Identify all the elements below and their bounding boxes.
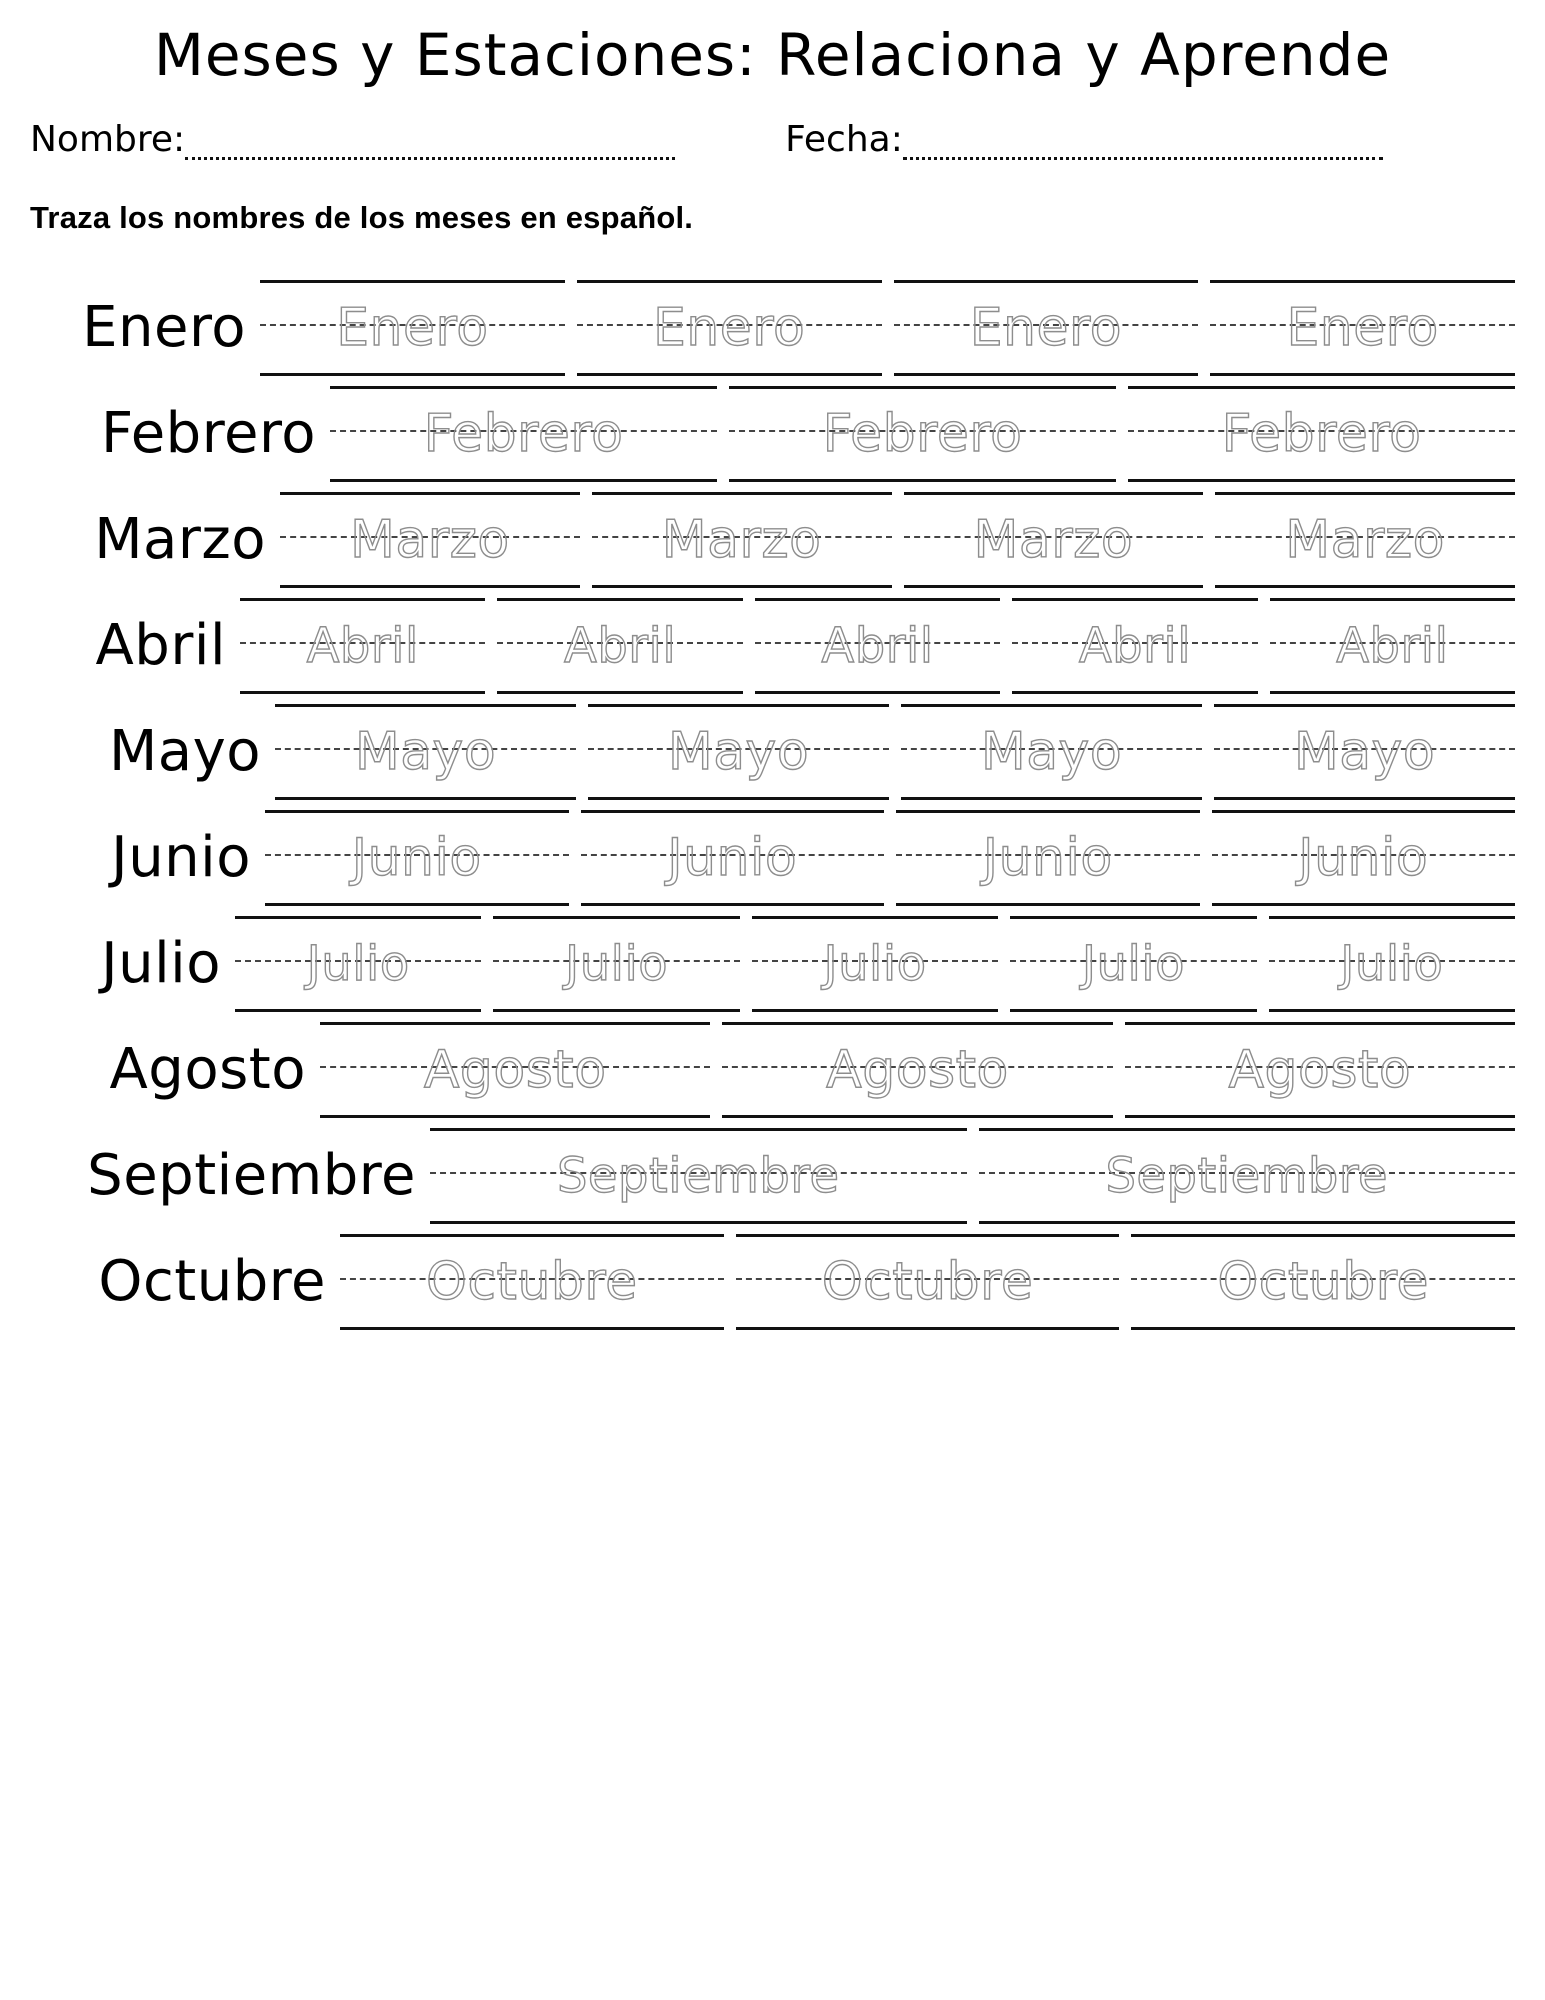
ghost-word: Marzo — [661, 509, 822, 570]
table-row — [30, 386, 1515, 482]
trace-cell[interactable] — [752, 916, 998, 1012]
ghost-word: Mayo — [980, 721, 1123, 782]
ghost-word: Enero — [336, 297, 489, 358]
ghost-word: Julio — [565, 935, 669, 992]
trace-cell[interactable] — [1269, 916, 1515, 1012]
trace-cell[interactable] — [330, 386, 717, 482]
month-label-abril: Abril — [95, 613, 226, 679]
ghost-word: Marzo — [1285, 509, 1445, 570]
month-label-agosto: Agosto — [109, 1037, 306, 1103]
name-input[interactable] — [185, 131, 675, 160]
trace-area-agosto — [320, 1022, 1515, 1118]
date-input[interactable] — [903, 131, 1383, 160]
trace-area-julio — [235, 916, 1515, 1012]
month-label-mayo: Mayo — [108, 719, 261, 785]
trace-cell[interactable] — [265, 810, 569, 906]
trace-area-octubre — [340, 1234, 1515, 1330]
month-label-junio: Junio — [111, 825, 251, 891]
trace-cell[interactable] — [275, 704, 576, 800]
trace-area-mayo — [275, 704, 1515, 800]
tracing-rows — [30, 280, 1515, 1330]
ghost-word: Abril — [1078, 617, 1192, 674]
date-label: Fecha: — [785, 118, 903, 160]
trace-cell[interactable] — [588, 704, 889, 800]
trace-cell[interactable] — [729, 386, 1116, 482]
trace-cell[interactable] — [722, 1022, 1112, 1118]
trace-area-enero — [260, 280, 1515, 376]
month-label-septiembre: Septiembre — [87, 1143, 416, 1209]
ghost-word: Abril — [821, 617, 934, 674]
ghost-word: Junio — [667, 827, 798, 888]
trace-cell[interactable] — [894, 280, 1199, 376]
name-date-row — [30, 119, 1515, 160]
trace-cell[interactable] — [581, 810, 885, 906]
trace-cell[interactable] — [493, 916, 739, 1012]
ghost-word: Mayo — [354, 721, 497, 782]
ghost-word: Septiembre — [556, 1147, 840, 1204]
trace-cell[interactable] — [240, 598, 485, 694]
ghost-word: Junio — [1298, 827, 1429, 888]
ghost-word: Julio — [306, 935, 410, 992]
ghost-word: Agosto — [826, 1039, 1009, 1100]
table-row — [30, 810, 1515, 906]
trace-cell[interactable] — [1128, 386, 1515, 482]
trace-cell[interactable] — [430, 1128, 967, 1224]
trace-cell[interactable] — [1125, 1022, 1515, 1118]
ghost-word: Agosto — [1228, 1039, 1412, 1100]
ghost-word: Mayo — [667, 721, 810, 782]
ghost-word: Julio — [1340, 935, 1444, 992]
trace-cell[interactable] — [896, 810, 1200, 906]
table-row — [30, 704, 1515, 800]
trace-cell[interactable] — [592, 492, 892, 588]
trace-cell[interactable] — [755, 598, 1000, 694]
table-row — [30, 1128, 1515, 1224]
trace-area-marzo — [280, 492, 1515, 588]
table-row — [30, 492, 1515, 588]
ghost-word: Marzo — [350, 509, 510, 570]
trace-cell[interactable] — [901, 704, 1202, 800]
trace-area-septiembre — [430, 1128, 1515, 1224]
trace-area-junio — [265, 810, 1515, 906]
instruction-text: Traza los nombres de los meses en español. — [30, 199, 694, 235]
trace-cell[interactable] — [497, 598, 742, 694]
trace-cell[interactable] — [904, 492, 1204, 588]
month-label-octubre: Octubre — [98, 1249, 326, 1315]
trace-cell[interactable] — [736, 1234, 1120, 1330]
table-row — [30, 280, 1515, 376]
table-row — [30, 598, 1515, 694]
ghost-word: Abril — [1336, 617, 1449, 674]
month-label-febrero: Febrero — [101, 401, 316, 467]
name-label: Nombre: — [30, 118, 186, 160]
trace-cell[interactable] — [1131, 1234, 1515, 1330]
ghost-word: Julio — [1081, 935, 1185, 992]
month-label-enero: Enero — [82, 295, 246, 361]
trace-cell[interactable] — [1270, 598, 1515, 694]
ghost-word: Enero — [969, 297, 1123, 358]
trace-cell[interactable] — [577, 280, 882, 376]
month-label-julio: Julio — [101, 931, 221, 997]
ghost-word: Octubre — [1217, 1251, 1429, 1312]
trace-cell[interactable] — [1215, 492, 1515, 588]
trace-cell[interactable] — [340, 1234, 724, 1330]
trace-cell[interactable] — [1212, 810, 1516, 906]
table-row — [30, 916, 1515, 1012]
month-label-marzo: Marzo — [94, 507, 266, 573]
trace-cell[interactable] — [1012, 598, 1257, 694]
ghost-word: Octubre — [426, 1251, 638, 1312]
trace-cell[interactable] — [260, 280, 565, 376]
trace-area-febrero — [330, 386, 1515, 482]
ghost-word: Abril — [306, 617, 419, 674]
ghost-word: Junio — [351, 827, 482, 888]
table-row — [30, 1234, 1515, 1330]
trace-cell[interactable] — [235, 916, 481, 1012]
ghost-word: Abril — [564, 617, 677, 674]
table-row — [30, 1022, 1515, 1118]
trace-cell[interactable] — [979, 1128, 1516, 1224]
ghost-word: Marzo — [973, 509, 1134, 570]
ghost-word: Enero — [652, 297, 806, 358]
ghost-word: Octubre — [821, 1251, 1034, 1312]
trace-cell[interactable] — [1010, 916, 1256, 1012]
ghost-word: Febrero — [423, 403, 624, 464]
ghost-word: Enero — [1286, 297, 1439, 358]
trace-area-abril — [240, 598, 1515, 694]
ghost-word: Febrero — [822, 403, 1023, 464]
ghost-word: Junio — [982, 827, 1113, 888]
trace-cell[interactable] — [1210, 280, 1515, 376]
ghost-word: Septiembre — [1105, 1147, 1389, 1204]
trace-cell[interactable] — [320, 1022, 710, 1118]
trace-cell[interactable] — [1214, 704, 1515, 800]
page-title: Meses y Estaciones: Relaciona y Aprende — [153, 21, 1392, 89]
trace-cell[interactable] — [280, 492, 580, 588]
ghost-word: Agosto — [423, 1039, 607, 1100]
ghost-word: Febrero — [1221, 403, 1422, 464]
ghost-word: Mayo — [1293, 721, 1436, 782]
ghost-word: Julio — [823, 935, 927, 992]
